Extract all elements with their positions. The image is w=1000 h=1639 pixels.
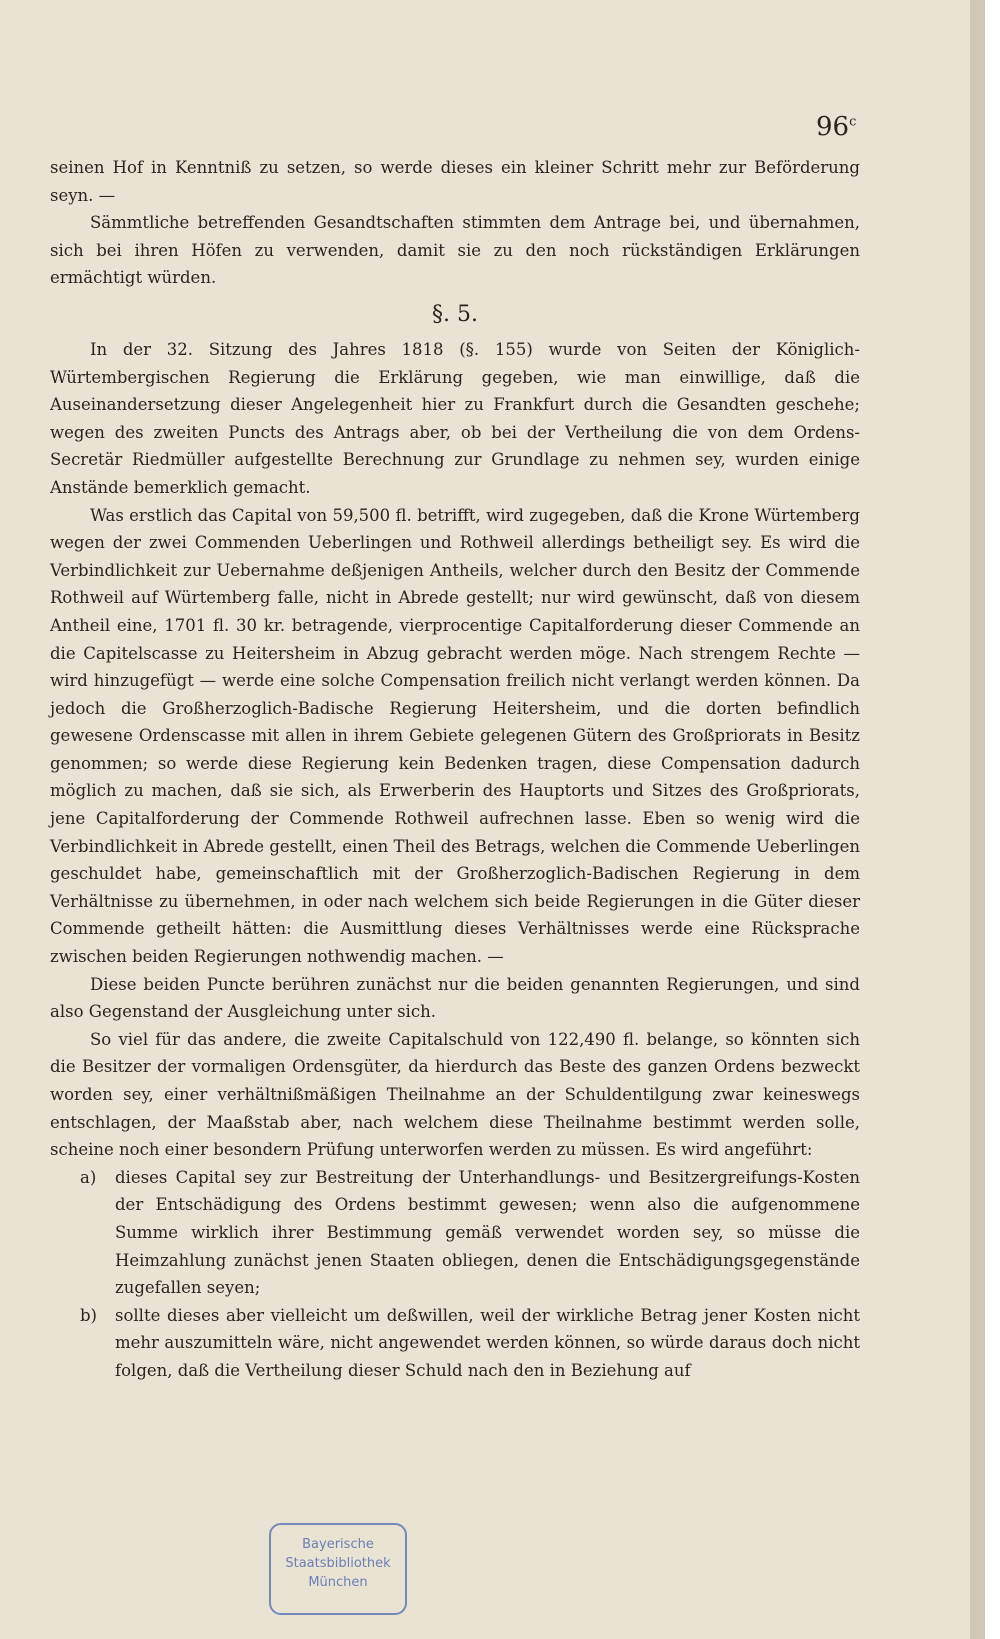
list-item-text: sollte dieses aber vielleicht um deßwillen, weil der wirkliche Betrag jener Kosten nicht mehr auszumitteln wäre, nicht angewendet werden können, so würde daraus doch nicht folgen, daß die Vertheilung dieser Schuld nach den in Beziehung auf	[115, 1305, 860, 1380]
page-edge-shadow	[970, 0, 985, 1639]
paragraph: So viel für das andere, die zweite Capitalschuld von 122,490 fl. belange, so könnten sich die Besitzer der vormaligen Ordensgüter, da hierdurch das Beste des ganzen Ordens bezweckt worden sey, einer verhältnißmäßigen Theilnahme an der Schuldentilgung zwar keineswegs entschlagen, der Maaßstab aber, nach welchem diese Theilnahme bestimmt werden solle, scheine noch einer besondern Prüfung unterworfen werden zu müssen. Es wird angeführt:	[50, 1029, 860, 1160]
page-number-suffix: c	[849, 114, 857, 130]
library-stamp	[269, 1523, 407, 1615]
stamp-line: Bayerische	[302, 1537, 374, 1552]
page-number-value: 96	[816, 112, 850, 142]
body-text	[50, 154, 860, 1385]
paragraph: Sämmtliche betreffenden Gesandtschaften stimmten dem Antrage bei, und übernahmen, sich bei ihren Höfen zu verwenden, damit sie zu den noch rückständigen Erklärungen ermächtigt würden.	[50, 213, 860, 288]
paragraph: Was erstlich das Capital von 59,500 fl. betrifft, wird zugegeben, daß die Krone Würtemberg wegen der zwei Commenden Ueberlingen und Rothweil allerdings betheiligt sey. Es wird die Verbindlichkeit zur Uebernahme deßjenigen Antheils, welcher durch den Besitz der Commende Rothweil auf Würtemberg falle, nicht in Abrede gestellt; nur wird gewünscht, daß von diesem Antheil eine, 1701 fl. 30 kr. betragende, vierprocentige Capitalforderung dieser Commende an die Capitelscasse zu Heitersheim in Abzug gebracht werden möge. Nach strengem Rechte — wird hinzugefügt — werde eine solche Compensation freilich nicht verlangt werden können. Da jedoch die Großherzoglich-Badische Regierung Heitersheim, und die dorten befindlich gewesene Ordenscasse mit allen in ihrem Gebiete gelegenen Gütern des Großpriorats in Besitz genommen; so werde diese Regierung kein Bedenken tragen, diese Compensation dadurch möglich zu machen, daß sie sich, als Erwerberin des Hauptorts und Sitzes des Großpriorats, jene Capitalforderung der Commende Rothweil aufrechnen lasse. Eben so wenig wird die Verbindlichkeit in Abrede gestellt, einen Theil des Betrags, welchen die Commende Ueberlingen geschuldet habe, gemeinschaftlich mit der Großherzoglich-Badischen Regierung in dem Verhältnisse zu übernehmen, in oder nach welchem sich beide Regierungen in die Güter dieser Commende getheilt hätten: die Ausmittlung dieses Verhältnisses werde eine Rücksprache zwischen beiden Regierungen nothwendig machen. —	[50, 505, 860, 967]
paragraph: Diese beiden Puncte berühren zunächst nur die beiden genannten Regierungen, und sind also Gegenstand der Ausgleichung unter sich.	[50, 974, 860, 1022]
list-marker: b)	[80, 1305, 97, 1325]
section-heading: §. 5.	[432, 301, 478, 327]
list-item-b	[50, 1302, 860, 1385]
paragraph: seinen Hof in Kenntniß zu setzen, so werde dieses ein kleiner Schritt mehr zur Beförderung seyn. —	[50, 158, 860, 205]
stamp-line: München	[308, 1575, 368, 1590]
page-number	[816, 112, 856, 142]
stamp-line: Staatsbibliothek	[285, 1556, 391, 1571]
list-item-a	[50, 1164, 860, 1302]
list-item-text: dieses Capital sey zur Bestreitung der Unterhandlungs- und Besitzergreifungs-Kosten der Entschädigung des Ordens bestimmt gewesen; wenn also die aufgenommene Summe wirklich ihrer Bestimmung gemäß verwendet worden sey, so müsse die Heimzahlung zunächst jenen Staaten obliegen, denen die Entschädigungsgegenstände zugefallen seyen;	[115, 1167, 860, 1298]
list-marker: a)	[80, 1167, 97, 1187]
paragraph: In der 32. Sitzung des Jahres 1818 (§. 155) wurde von Seiten der Königlich-Würtembergischen Regierung die Erklärung gegeben, wie man einwillige, daß die Auseinandersetzung dieser Angelegenheit hier zu Frankfurt durch die Gesandten geschehe; wegen des zweiten Puncts des Antrags aber, ob bei der Vertheilung die von dem Ordens-Secretär Riedmüller aufgestellte Berechnung zur Grundlage zu nehmen sey, wurden einige Anstände bemerklich gemacht.	[50, 339, 860, 497]
